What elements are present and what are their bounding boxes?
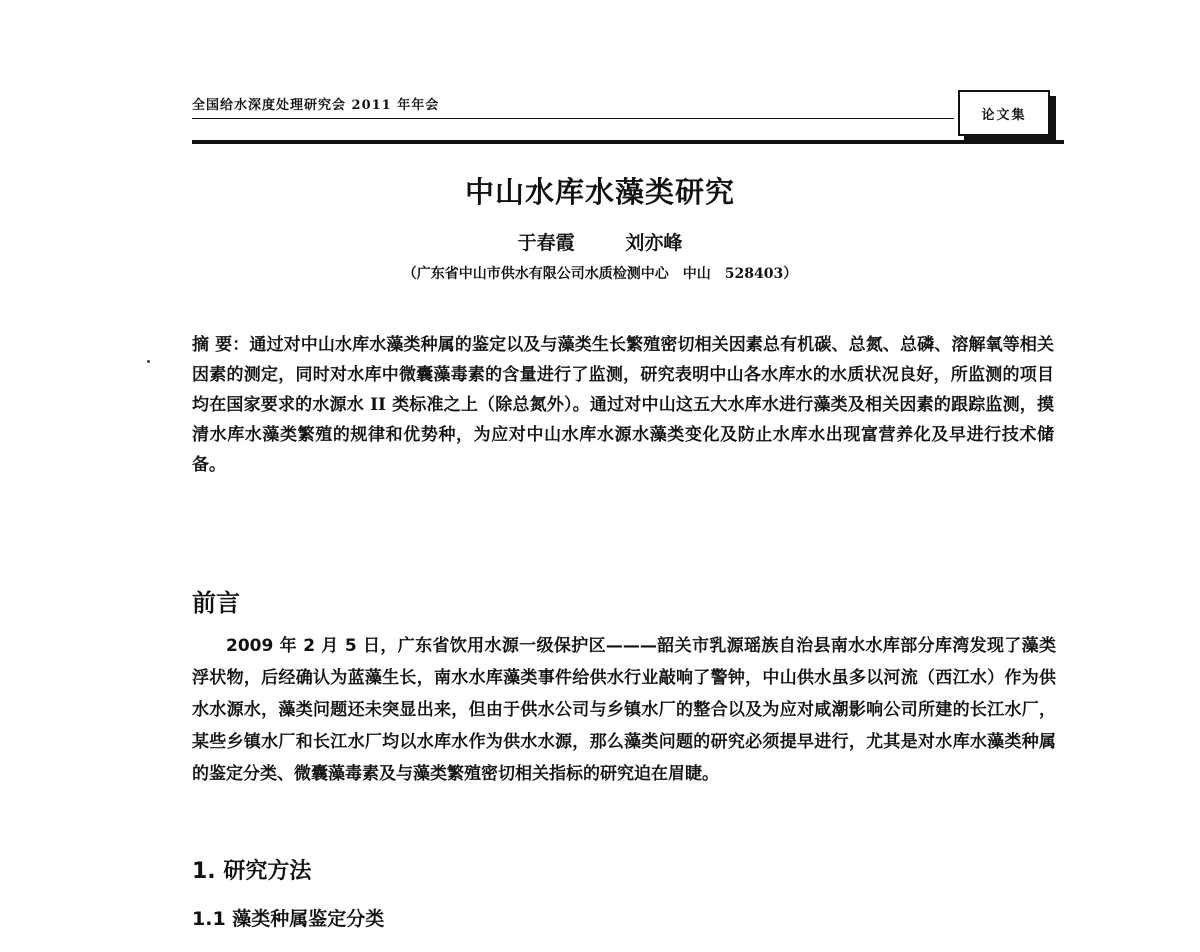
- header-rule-thick: [192, 140, 1064, 144]
- author-name: 于春霞: [517, 232, 575, 254]
- section-heading-preface: 前言: [192, 589, 240, 617]
- badge-label: 论文集: [981, 107, 1027, 123]
- preface-paragraph: 2009 年 2 月 5 日，广东省饮用水源一级保护区———韶关市乳源瑶族自治县南水水库部分库湾发现了藻类浮状物，后经确认为蓝藻生长，南水水库藻类事件给供水行业敲响了警钟，中山供水虽多以河流（西江水）作为供水水源水，藻类问题还未突显出来，但由于供水公司与乡镇水厂的整合以及为应对咸潮影响公司所建的长江水厂，某些乡镇水厂和长江水厂均以水库水作为供水水源，那么藻类问题的研究必须提早进行，尤其是对水库水藻类种属的鉴定分类、微囊藻毒素及与藻类繁殖密切相关指标的研究迫在眉睫。: [192, 636, 1056, 784]
- paper-title: 中山水库水藻类研究: [464, 175, 735, 209]
- abstract: 摘 要：通过对中山水库水藻类种属的鉴定以及与藻类生长繁殖密切相关因素总有机碳、总氮、总磷、溶解氧等相关因素的测定，同时对水库中微囊藻毒素的含量进行了监测，研究表明中山各水库水的水质状况良好，所监测的项目均在国家要求的水源水 II 类标准之上（除总氮外）。通过对中山这五大水库水进行藻类及相关因素的跟踪监测，摸清水库水藻类繁殖的规律和优势种，为应对中山水库水源水藻类变化及防止水库水出现富营养化及早进行技术储备。: [192, 335, 1054, 475]
- affiliation: （广东省中山市供水有限公司水质检测中心 中山 528403）: [402, 266, 798, 282]
- stray-mark: [147, 360, 150, 363]
- subsection-heading-classification: 1.1 藻类种属鉴定分类: [192, 908, 385, 930]
- running-header: 全国给水深度处理研究会 2011 年年会: [192, 98, 440, 113]
- header-rule-thin: [192, 118, 954, 119]
- author-list: [0, 228, 1200, 255]
- author-name: 刘亦峰: [625, 232, 683, 254]
- proceedings-badge: [958, 90, 1050, 136]
- section-heading-methods: 1. 研究方法: [192, 859, 312, 884]
